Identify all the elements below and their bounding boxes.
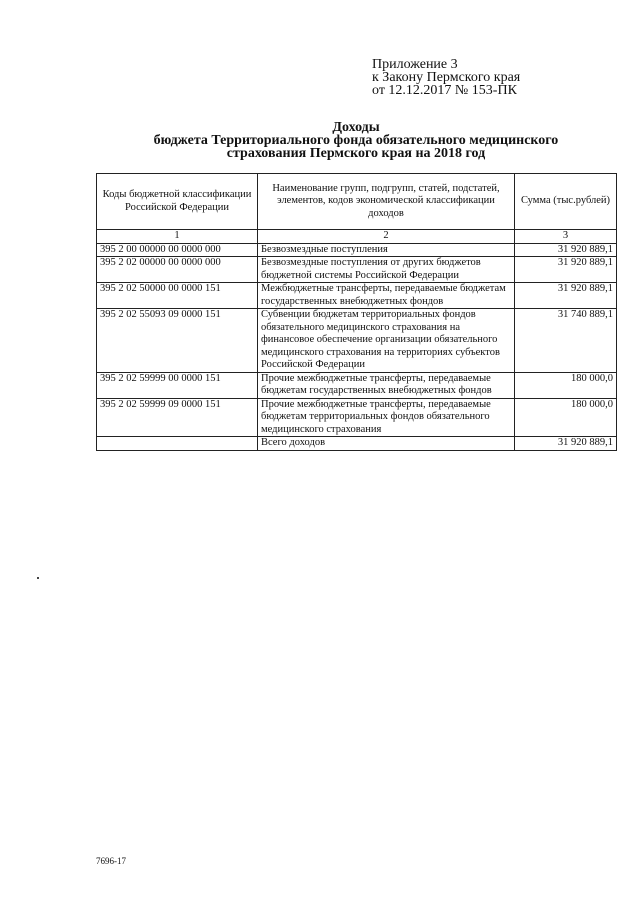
annex-line-2: к Закону Пермского края <box>372 70 521 85</box>
header-name: Наименование групп, подгрупп, статей, подстатей, элементов, кодов экономической классификации доходов <box>258 174 515 230</box>
scan-speck <box>37 577 39 579</box>
header-amount: Сумма (тыс.рублей) <box>515 174 617 230</box>
row-name: Межбюджетные трансферты, передаваемые бюджетам государственных внебюджетных фондов <box>258 283 515 309</box>
column-number: 1 <box>97 230 258 244</box>
row-amount: 31 920 889,1 <box>515 257 617 283</box>
total-amount: 31 920 889,1 <box>515 437 617 451</box>
table-row <box>97 257 617 283</box>
row-amount: 31 920 889,1 <box>515 243 617 257</box>
row-code: 395 2 02 59999 00 0000 151 <box>97 372 258 398</box>
row-code: 395 2 02 59999 09 0000 151 <box>97 398 258 437</box>
title-line-3: страхования Пермского края на 2018 год <box>226 146 486 161</box>
document-title <box>96 121 616 160</box>
row-code: 395 2 02 00000 00 0000 000 <box>97 257 258 283</box>
row-name: Безвозмездные поступления от других бюджетов бюджетной системы Российской Федерации <box>258 257 515 283</box>
document-code: 7696-17 <box>96 856 126 866</box>
table-row <box>97 398 617 437</box>
revenue-table <box>96 173 617 451</box>
column-number-row <box>97 230 617 244</box>
row-name: Прочие межбюджетные трансферты, передаваемые бюджетам территориальных фондов обязательного медицинского страхования <box>258 398 515 437</box>
table-row <box>97 372 617 398</box>
annex-line-1: Приложение 3 <box>372 57 458 72</box>
row-amount: 180 000,0 <box>515 398 617 437</box>
annex-line-3: от 12.12.2017 № 153-ПК <box>372 83 517 98</box>
total-row <box>97 437 617 451</box>
row-amount: 180 000,0 <box>515 372 617 398</box>
title-line-2: бюджета Территориального фонда обязательного медицинского <box>153 133 559 148</box>
row-code: 395 2 00 00000 00 0000 000 <box>97 243 258 257</box>
row-amount: 31 920 889,1 <box>515 283 617 309</box>
header-codes: Коды бюджетной классификации Российской Федерации <box>97 174 258 230</box>
total-label: Всего доходов <box>258 437 515 451</box>
row-code: 395 2 02 50000 00 0000 151 <box>97 283 258 309</box>
row-name: Прочие межбюджетные трансферты, передаваемые бюджетам государственных внебюджетных фондов <box>258 372 515 398</box>
row-name: Безвозмездные поступления <box>258 243 515 257</box>
row-amount: 31 740 889,1 <box>515 309 617 373</box>
table-row <box>97 283 617 309</box>
column-number: 2 <box>258 230 515 244</box>
title-line-1: Доходы <box>332 120 380 135</box>
annex-block <box>372 58 520 97</box>
row-name: Субвенции бюджетам территориальных фондов обязательного медицинского страхования на финансовое обеспечение организации обязательного медицинского страхования на территориях субъектов Российской Федерации <box>258 309 515 373</box>
table-row <box>97 243 617 257</box>
row-code: 395 2 02 55093 09 0000 151 <box>97 309 258 373</box>
table-row <box>97 309 617 373</box>
table-header-row <box>97 174 617 230</box>
total-code <box>97 437 258 451</box>
column-number: 3 <box>515 230 617 244</box>
